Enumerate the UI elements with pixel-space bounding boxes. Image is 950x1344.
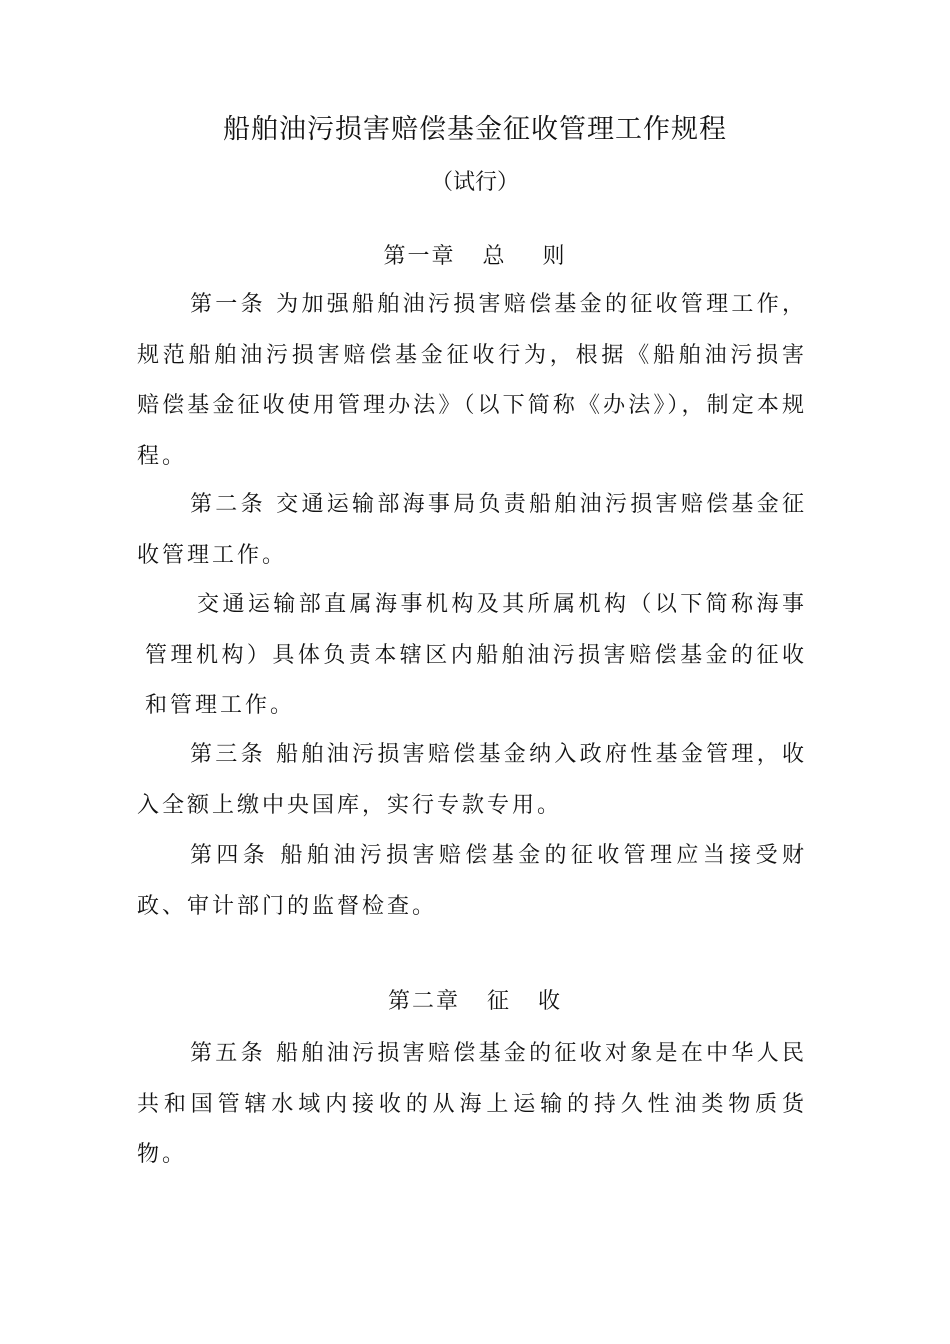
article-paragraph: 交通运输部直属海事机构及其所属机构（以下简称海事管理机构）具体负责本辖区内船舶油污损害赔偿基金的征收和管理工作。 [145,592,807,718]
chapter-heading: 第一章 总 则 [383,244,567,269]
document-title: 船舶油污损害赔偿基金征收管理工作规程 [223,114,727,145]
article-paragraph: 第二条 交通运输部海事局负责船舶油污损害赔偿基金征收管理工作。 [137,492,807,568]
chapter-heading: 第二章 征 收 [388,989,562,1014]
article-paragraph: 第四条 船舶油污损害赔偿基金的征收管理应当接受财政、审计部门的监督检查。 [137,843,807,919]
article-paragraph: 第五条 船舶油污损害赔偿基金的征收对象是在中华人民共和国管辖水域内接收的从海上运输的持久性油类物质货物。 [137,1041,807,1167]
document-subtitle: （试行） [430,170,519,195]
article-paragraph: 第三条 船舶油污损害赔偿基金纳入政府性基金管理，收入全额上缴中央国库，实行专款专用。 [137,742,807,818]
article-paragraph: 第一条 为加强船舶油污损害赔偿基金的征收管理工作，规范船舶油污损害赔偿基金征收行为，根据《船舶油污损害赔偿基金征收使用管理办法》（以下简称《办法》），制定本规程。 [137,292,807,469]
